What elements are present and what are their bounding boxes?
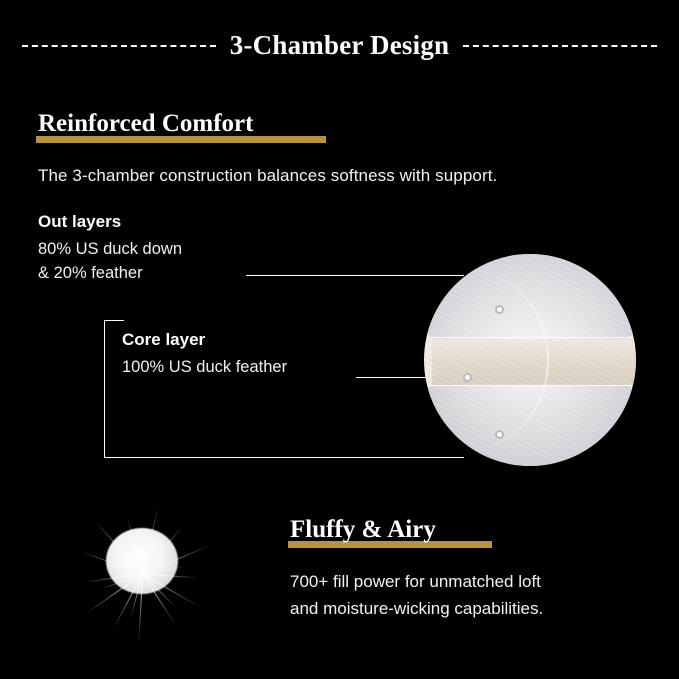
callout-dot-out-layer-top — [495, 305, 504, 314]
callout-core-layer — [122, 330, 362, 380]
dashed-rule-left — [22, 45, 216, 47]
pillow-cross-section-photo — [424, 254, 636, 466]
callout-out-layers-title: Out layers — [38, 212, 122, 231]
section-one-heading: Reinforced Comfort — [38, 110, 254, 137]
callout-out-layers — [38, 212, 268, 286]
section-one-subtitle: The 3-chamber construction balances softness with support. — [38, 166, 498, 185]
bracket-top-stub — [104, 320, 124, 321]
bracket-vertical — [104, 320, 105, 458]
callout-dot-core-layer — [463, 373, 472, 382]
down-cluster-photo — [32, 482, 252, 652]
pillow-fabric-texture — [424, 254, 636, 466]
callout-out-layers-line-1: 80% US duck down — [38, 240, 182, 258]
callout-core-layer-line-1: 100% US duck feather — [122, 358, 288, 376]
callout-dot-out-layer-bottom — [495, 430, 504, 439]
bracket-bottom-stub — [104, 457, 464, 458]
header-banner — [0, 24, 679, 66]
section-two-body-line-1: 700+ fill power for unmatched loft — [290, 572, 541, 591]
page-title: 3-Chamber Design — [229, 29, 450, 60]
section-two-body-line-2: and moisture-wicking capabilities. — [290, 599, 544, 619]
section-two-heading: Fluffy & Airy — [290, 516, 436, 543]
section-two-body — [290, 568, 543, 622]
dashed-rule-right — [463, 45, 657, 47]
callout-core-layer-title: Core layer — [122, 330, 206, 349]
callout-out-layers-line-2: & 20% feather — [38, 263, 143, 282]
